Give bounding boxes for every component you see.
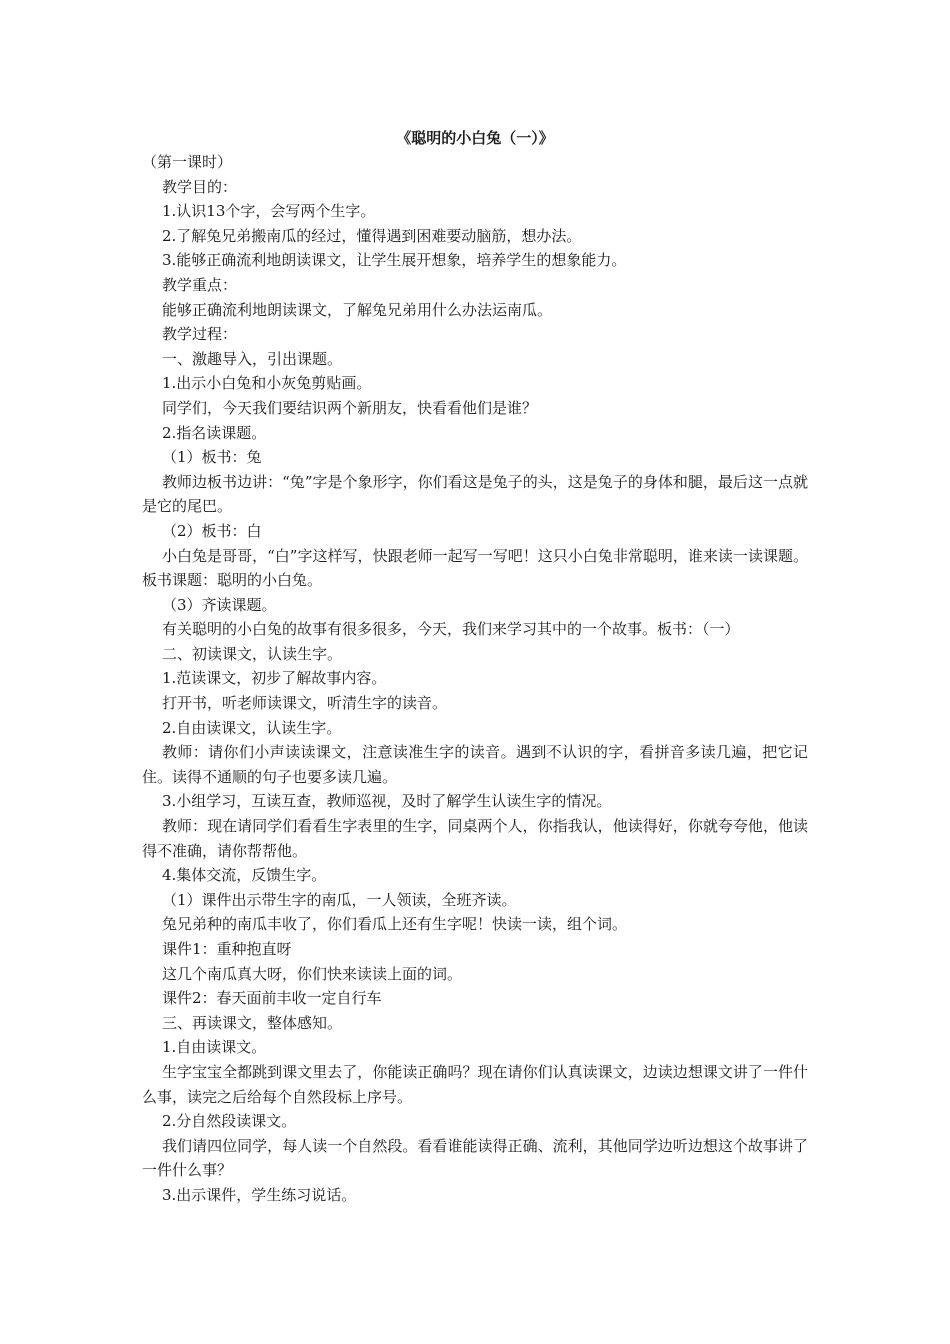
paragraph: 3.小组学习，互读互查，教师巡视，及时了解学生认读生字的情况。 (162, 792, 612, 811)
paragraph: 教师边板书边讲：“兔”字是个象形字，你们看这是兔子的头，这是兔子的身体和腿，最后这一点就是它的尾巴。 (142, 472, 808, 516)
paragraph: 小白兔是哥哥，“白”字这样写，快跟老师一起写一写吧！这只小白兔非常聪明，谁来读一读课题。板书课题：聪明的小白兔。 (142, 546, 808, 590)
paragraph: 兔兄弟种的南瓜丰收了，你们看瓜上还有生字呢！快读一读，组个词。 (162, 915, 628, 934)
paragraph: 2.指名读课题。 (162, 423, 267, 442)
paragraph: 课件2：春天面前丰收一定自行车 (162, 989, 382, 1008)
paragraph: （1）课件出示带生字的南瓜，一人领读，全班齐读。 (162, 890, 517, 909)
paragraph: 2.分自然段读课文。 (162, 1112, 297, 1131)
step-heading: 三、再读课文，整体感知。 (162, 1013, 343, 1032)
section-heading-process: 教学过程： (162, 325, 238, 344)
paragraph: 同学们，今天我们要结识两个新朋友，快看看他们是谁？ (162, 398, 538, 417)
document-title: 《聪明的小白兔（一）》 (396, 129, 554, 147)
paragraph: 我们请四位同学，每人读一个自然段。看看谁能读得正确、流利，其他同学边听边想这个故事讲了一件什么事？ (142, 1136, 808, 1180)
paragraph: （1）板书：兔 (162, 448, 262, 467)
paragraph: 4.集体交流，反馈生字。 (162, 866, 327, 885)
paragraph: 教师：请你们小声读读课文，注意读准生字的读音。遇到不认识的字，看拼音多读几遍，把它记住。读得不通顺的句子也要多读几遍。 (142, 743, 808, 786)
paragraph: 这几个南瓜真大呀，你们快来读读上面的词。 (162, 964, 463, 983)
paragraph: （3）齐读课题。 (162, 595, 277, 614)
paragraph: 课件1：重种抱直呀 (162, 940, 292, 958)
document-page (142, 126, 808, 1208)
section-heading-key-points: 教学重点： (162, 275, 238, 294)
paragraph: 2.自由读课文，认读生字。 (162, 718, 342, 737)
paragraph: 能够正确流利地朗读课文，了解兔兄弟用什么办法运南瓜。 (162, 300, 553, 319)
lesson-period: （第一课时） (142, 153, 233, 171)
section-heading-objectives: 教学目的： (162, 177, 238, 196)
paragraph: （2）板书：白 (162, 521, 262, 540)
paragraph: 打开书，听老师读课文，听清生字的读音。 (162, 694, 448, 713)
paragraph: 3.出示课件，学生练习说话。 (162, 1185, 357, 1204)
paragraph: 1.出示小白兔和小灰兔剪贴画。 (162, 374, 372, 393)
step-heading: 一、激趣导入，引出课题。 (162, 349, 343, 368)
paragraph: 生字宝宝全都跳到课文里去了，你能读正确吗？现在请你们认真读课文，边读边想课文讲了一件什么事，读完之后给每个自然段标上序号。 (142, 1062, 808, 1106)
paragraph: 1.认识13个字，会写两个生字。 (162, 202, 376, 221)
paragraph: 有关聪明的小白兔的故事有很多很多，今天，我们来学习其中的一个故事。板书：（一） (162, 620, 740, 639)
paragraph: 1.范读课文，初步了解故事内容。 (162, 669, 387, 688)
paragraph: 3.能够正确流利地朗读课文，让学生展开想象，培养学生的想象能力。 (162, 251, 627, 270)
paragraph: 1.自由读课文。 (162, 1038, 267, 1057)
step-heading: 二、初读课文，认读生字。 (162, 644, 343, 663)
paragraph: 教师：现在请同学们看看生字表里的生字，同桌两个人，你指我认，他读得好，你就夸夸他，他读得不准确，请你帮帮他。 (142, 817, 808, 860)
paragraph: 2.了解兔兄弟搬南瓜的经过，懂得遇到困难要动脑筋，想办法。 (162, 226, 582, 245)
